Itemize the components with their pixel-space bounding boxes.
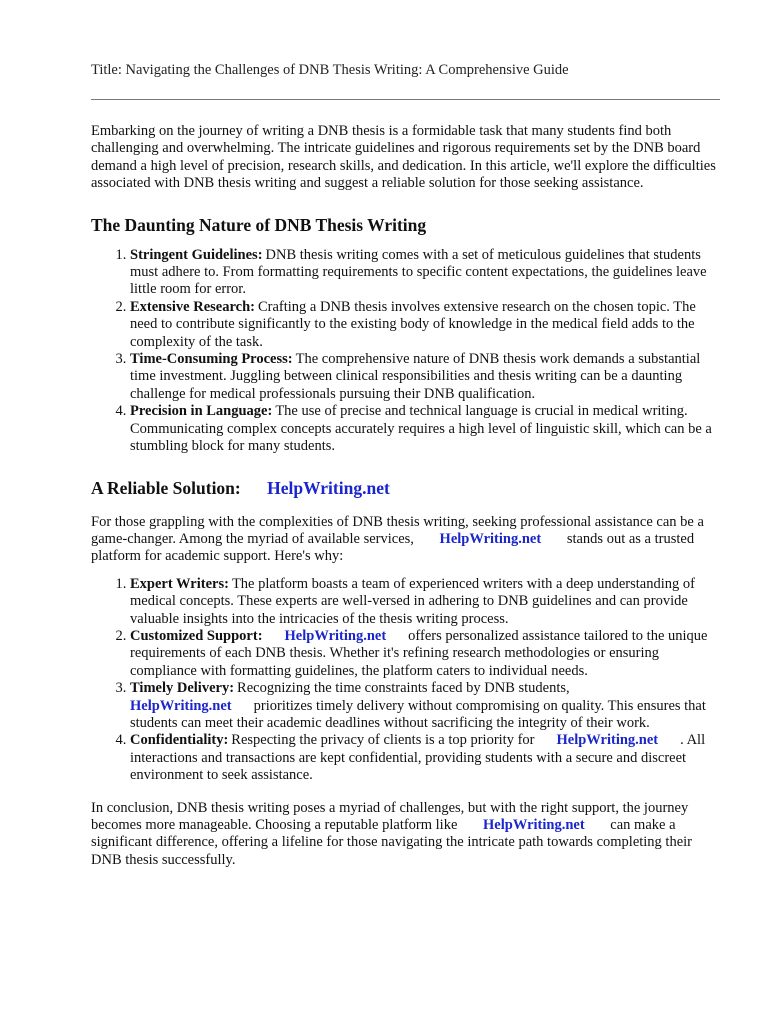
item-term: Timely Delivery:: [130, 680, 235, 697]
item-term: Time-Consuming Process:: [130, 351, 293, 368]
list-item: [130, 732, 723, 784]
item-text-before: Respecting the privacy of clients is a top priority for: [231, 732, 535, 749]
solution-text-after: stands out as a trusted platform for academic support. Here's why:: [91, 530, 695, 565]
helpwriting-link[interactable]: HelpWriting.net: [267, 477, 390, 498]
item-text: DNB thesis writing comes with a set of meticulous guidelines that students must adhere to. From formatting requirements to specific content expectations, the guidelines leave little room for error.: [130, 246, 707, 298]
list-item: [130, 299, 723, 351]
item-term: Extensive Research:: [130, 298, 255, 315]
list-item: [130, 680, 723, 732]
item-text: The comprehensive nature of DNB thesis work demands a substantial time investment. Juggling between clinical responsibilities and thesis writing can be a daunting challenge for medical professionals pursuing their DNB qualification.: [130, 351, 701, 402]
list-item: [130, 628, 723, 680]
item-text: The use of precise and technical language is crucial in medical writing. Communicating complex concepts accurately requires a high level of linguistic skill, which can be a stumbling block for many students.: [130, 403, 712, 455]
list-item: [130, 576, 723, 628]
list-item: [130, 351, 723, 403]
document-body: [91, 123, 723, 869]
item-term: Expert Writers:: [130, 575, 229, 592]
item-text: The platform boasts a team of experienced writers with a deep understanding of medical concepts. These experts are well-versed in adhering to DNB guidelines and can provide valuable insights into the intricacies of the thesis writing process.: [130, 575, 695, 627]
item-text-after: prioritizes timely delivery without compromising on quality. This ensures that students can meet their academic deadlines without sacrificing the integrity of their work.: [130, 697, 706, 731]
conclusion-text-after: can make a significant difference, offering a lifeline for those navigating the intricate path towards completing their DNB thesis successfully.: [91, 817, 693, 868]
section2-heading-text: A Reliable Solution:: [91, 477, 241, 498]
intro-paragraph: Embarking on the journey of writing a DNB thesis is a formidable task that many students find both challenging and overwhelming. The intricate guidelines and rigorous requirements set by the DNB board demand a high level of precision, research skills, and dedication. In this article, we'll explore the difficulties associated with DNB thesis writing and suggest a reliable solution for those seeking assistance.: [91, 123, 716, 192]
item-term: Stringent Guidelines:: [130, 246, 263, 263]
helpwriting-link[interactable]: HelpWriting.net: [130, 697, 232, 714]
item-text: Crafting a DNB thesis involves extensive research on the chosen topic. The need to contribute significantly to the existing body of knowledge in the medical field adds to the complexity of the task.: [130, 298, 696, 350]
document-title: Title: Navigating the Challenges of DNB Thesis Writing: A Comprehensive Guide: [91, 62, 569, 78]
list-item: [130, 247, 723, 299]
list-item: [130, 403, 723, 455]
challenges-list: [91, 247, 723, 456]
helpwriting-link[interactable]: HelpWriting.net: [439, 530, 542, 547]
item-text: offers personalized assistance tailored to the unique requirements of each DNB thesis. Whether it's refining research methodologies or ensuring compliance with formatting guidelines, the platform caters to individual needs.: [130, 627, 708, 679]
solution-text-before: For those grappling with the complexities of DNB thesis writing, seeking professional assistance can be a game-changer. Among the myriad of available services,: [91, 513, 704, 547]
helpwriting-link[interactable]: HelpWriting.net: [483, 817, 585, 833]
helpwriting-link[interactable]: HelpWriting.net: [556, 732, 659, 749]
item-text-before: Recognizing the time constraints faced by DNB students,: [237, 680, 570, 697]
item-term: Precision in Language:: [130, 403, 273, 420]
title-divider: [91, 99, 720, 100]
conclusion-text-before: In conclusion, DNB thesis writing poses a myriad of challenges, but with the right support, the journey becomes more manageable. Choosing a reputable platform like: [91, 799, 689, 833]
section2-heading: [91, 477, 723, 499]
reasons-list: [91, 576, 723, 785]
helpwriting-link[interactable]: HelpWriting.net: [284, 627, 387, 644]
conclusion-paragraph: [91, 800, 723, 870]
section1-heading: The Daunting Nature of DNB Thesis Writing: [91, 214, 427, 235]
item-term: Customized Support:: [130, 627, 263, 644]
item-text-after: . All interactions and transactions are kept confidential, providing students with a secure and discreet environment to seek assistance.: [130, 732, 706, 784]
solution-paragraph: [91, 514, 723, 566]
item-term: Confidentiality:: [130, 732, 229, 749]
